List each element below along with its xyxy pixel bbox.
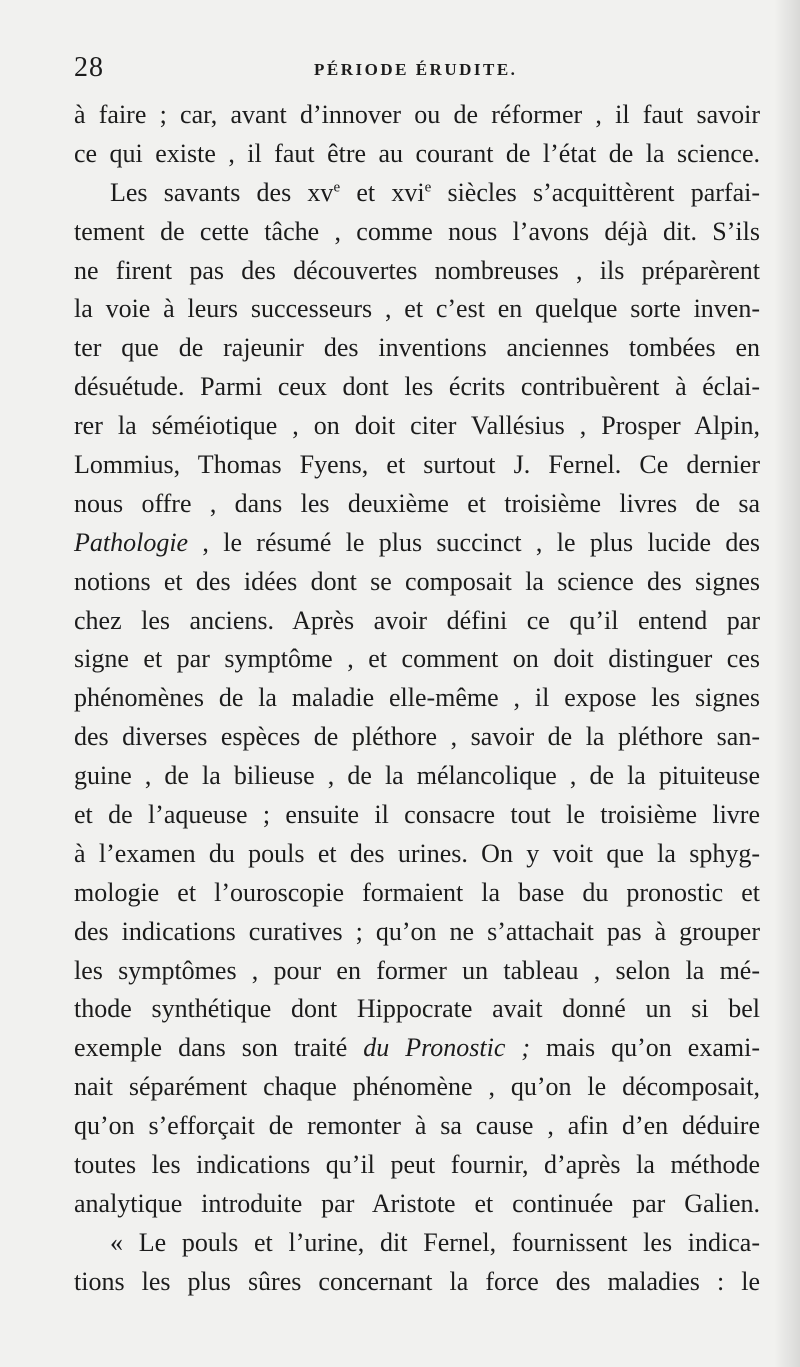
text-segment: qu’on s’efforçait de remonter à sa cause , afin d’en déduire: [74, 1111, 760, 1141]
text-line: [74, 1185, 760, 1224]
text-segment: ce qui existe , il faut être au courant de l’état de la science.: [74, 138, 760, 168]
text-segment: des indications curatives ; qu’on ne s’attachait pas à grouper: [74, 916, 760, 946]
text-segment: la voie à leurs successeurs , et c’est en quelque sorte inven-: [74, 294, 760, 324]
text-line: [74, 563, 760, 602]
text-line: [74, 96, 760, 135]
page-header: [74, 52, 754, 88]
text-segment: analytique introduite par Aristote et continuée par Galien.: [74, 1188, 760, 1218]
text-segment: guine , de la bilieuse , de la mélancolique , de la pituiteuse: [74, 761, 760, 791]
text-segment: thode synthétique dont Hippocrate avait donné un si bel: [74, 994, 760, 1024]
text-line: [74, 990, 760, 1029]
text-segment: ter que de rajeunir des inventions anciennes tombées en: [74, 333, 760, 363]
text-line: [74, 135, 760, 174]
text-line: [74, 835, 760, 874]
text-line: [74, 679, 760, 718]
text-line: [74, 213, 760, 252]
text-segment: les symptômes , pour en former un tableau , selon la mé-: [74, 955, 760, 985]
text-line: [74, 174, 760, 213]
text-line: [74, 757, 760, 796]
text-segment: Les savants des xv: [110, 177, 334, 207]
text-segment: des diverses espèces de pléthore , savoir de la pléthore san-: [74, 722, 760, 752]
text-line: [74, 368, 760, 407]
text-line: [74, 329, 760, 368]
text-line: [74, 874, 760, 913]
text-line: [74, 913, 760, 952]
text-line: [74, 1029, 760, 1068]
text-segment: ne firent pas des découvertes nombreuses , ils préparèrent: [74, 255, 760, 285]
text-line: [74, 1263, 760, 1302]
text-segment: tions les plus sûres concernant la force des maladies : le: [74, 1266, 760, 1296]
text-line: [74, 1224, 760, 1263]
text-line: [74, 1068, 760, 1107]
text-segment: mologie et l’ouroscopie formaient la base du pronostic et: [74, 877, 760, 907]
text-segment: nous offre , dans les deuxième et troisième livres de sa: [74, 488, 760, 518]
text-segment: « Le pouls et l’urine, dit Fernel, fournissent les indica-: [110, 1227, 760, 1257]
text-segment: phénomènes de la maladie elle-même , il expose les signes: [74, 683, 760, 713]
text-segment: et de l’aqueuse ; ensuite il consacre tout le troisième livre: [74, 800, 760, 830]
text-segment: chez les anciens. Après avoir défini ce qu’il entend par: [74, 605, 760, 635]
text-segment: Lommius, Thomas Fyens, et surtout J. Fernel. Ce dernier: [74, 450, 760, 480]
italic-text: du Pronostic ;: [363, 1033, 531, 1063]
text-segment: à faire ; car, avant d’innover ou de réformer , il faut savoir: [74, 100, 760, 129]
text-segment: rer la séméiotique , on doit citer Vallésius , Prosper Alpin,: [74, 411, 760, 441]
italic-text: Pathologie: [74, 527, 189, 557]
text-segment: et xvi: [340, 177, 425, 207]
text-line: [74, 952, 760, 991]
text-segment: nait séparément chaque phénomène , qu’on le décomposait,: [74, 1072, 760, 1102]
text-segment: tement de cette tâche , comme nous l’avons déjà dit. S’ils: [74, 216, 760, 246]
text-segment: signe et par symptôme , et comment on doit distinguer ces: [74, 644, 760, 674]
superscript: e: [333, 179, 341, 196]
text-segment: toutes les indications qu’il peut fournir, d’après la méthode: [74, 1150, 760, 1180]
text-segment: désuétude. Parmi ceux dont les écrits contribuèrent à éclai-: [74, 372, 760, 402]
body-text: [74, 96, 760, 1302]
text-segment: siècles s’acquittèrent parfai-: [431, 177, 760, 207]
page-edge-shadow: [774, 0, 800, 1367]
text-line: [74, 640, 760, 679]
text-line: [74, 290, 760, 329]
text-line: [74, 796, 760, 835]
text-segment: , le résumé le plus succinct , le plus lucide des: [188, 527, 760, 557]
text-line: [74, 1146, 760, 1185]
text-segment: exemple dans son traité: [74, 1033, 364, 1063]
text-line: [74, 485, 760, 524]
text-line: [74, 446, 760, 485]
text-line: [74, 252, 760, 291]
text-line: [74, 718, 760, 757]
superscript: e: [424, 179, 432, 196]
text-line: [74, 602, 760, 641]
running-title: PÉRIODE ÉRUDITE.: [314, 60, 518, 79]
text-line: [74, 524, 760, 563]
page-number: 28: [74, 52, 104, 83]
text-segment: à l’examen du pouls et des urines. On y voit que la sphyg-: [74, 838, 760, 868]
text-line: [74, 407, 760, 446]
text-segment: mais qu’on exami-: [530, 1033, 760, 1063]
text-line: [74, 1107, 760, 1146]
text-segment: notions et des idées dont se composait la science des signes: [74, 566, 760, 596]
